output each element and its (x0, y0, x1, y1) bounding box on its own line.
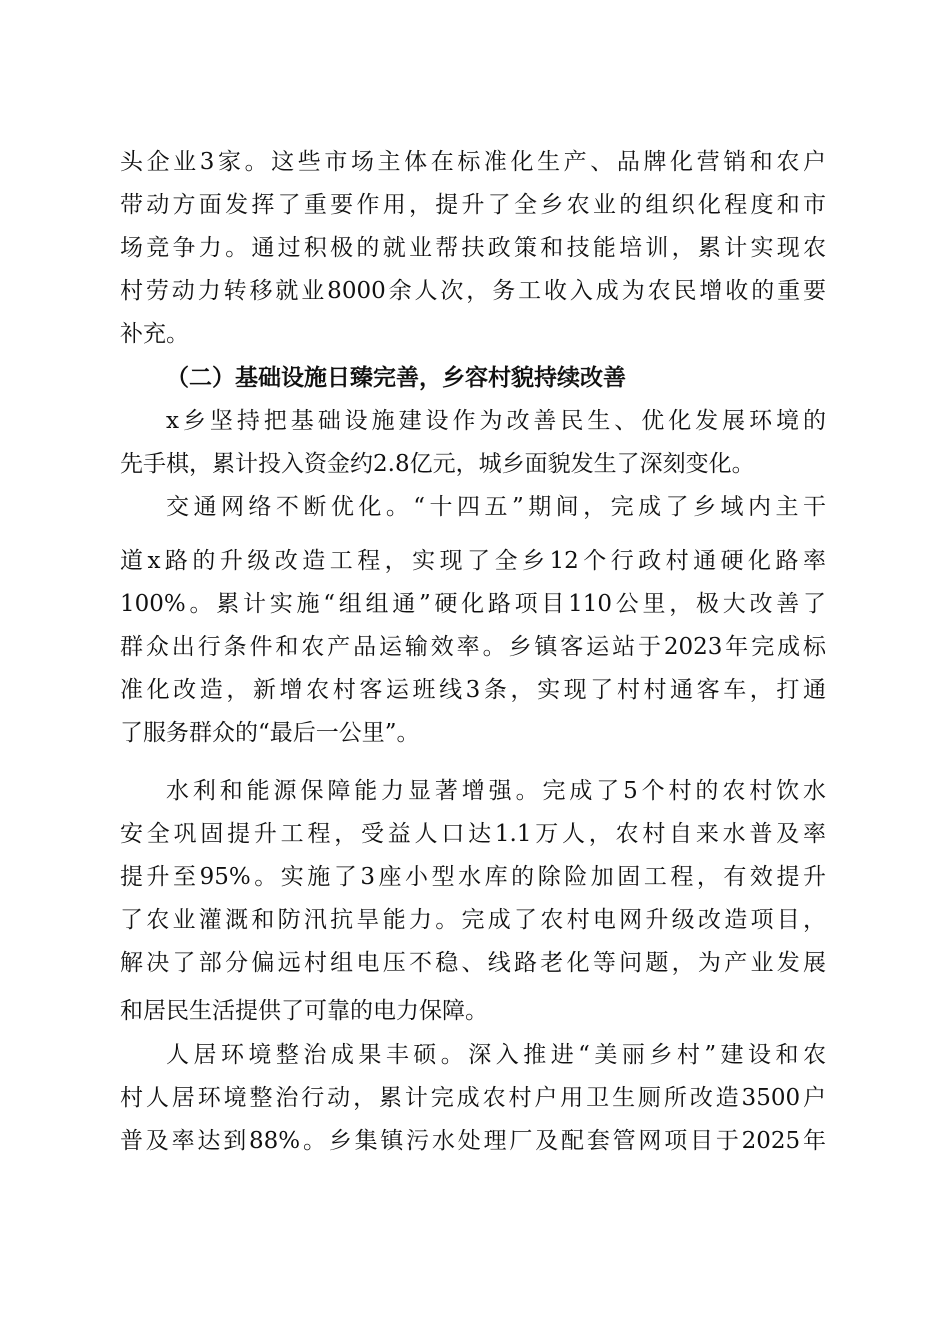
paragraph-line: 和居民生活提供了可靠的电力保障。 (120, 998, 488, 1024)
paragraph-first-line: x乡坚持把基础设施建设作为改善民生、优化发展环境的 (166, 408, 826, 434)
paragraph-line: 准化改造，新增农村客运班线3条，实现了村村通客车，打通 (120, 677, 826, 703)
paragraph-first-line: 水利和能源保障能力显著增强。完成了5个村的农村饮水 (166, 778, 826, 804)
paragraph-line: 头企业3家。这些市场主体在标准化生产、品牌化营销和农户 (120, 149, 826, 175)
paragraph-line: 普及率达到88%。乡集镇污水处理厂及配套管网项目于2025年 (120, 1128, 826, 1154)
paragraph-line: 了服务群众的“最后一公里”。 (120, 720, 420, 746)
paragraph-line: 群众出行条件和农产品运输效率。乡镇客运站于2023年完成标 (120, 634, 826, 660)
paragraph-first-line: 交通网络不断优化。“十四五”期间，完成了乡域内主干 (166, 494, 826, 520)
paragraph-line: 提升至95%。实施了3座小型水库的除险加固工程，有效提升 (120, 864, 826, 890)
paragraph-line: 村人居环境整治行动，累计完成农村户用卫生厕所改造3500户 (120, 1085, 826, 1111)
paragraph-line: 村劳动力转移就业8000余人次，务工收入成为农民增收的重要 (120, 278, 826, 304)
paragraph-first-line: 人居环境整治成果丰硕。深入推进“美丽乡村”建设和农 (166, 1042, 826, 1068)
paragraph-line: 场竞争力。通过积极的就业帮扶政策和技能培训，累计实现农 (120, 235, 826, 261)
paragraph-line: 道x路的升级改造工程，实现了全乡12个行政村通硬化路率 (120, 548, 826, 574)
paragraph-line: 带动方面发挥了重要作用，提升了全乡农业的组织化程度和市 (120, 192, 826, 218)
paragraph-line: 了农业灌溉和防汛抗旱能力。完成了农村电网升级改造项目， (120, 907, 826, 933)
paragraph-line: 补充。 (120, 321, 189, 347)
section-heading: （二）基础设施日臻完善，乡容村貌持续改善 (166, 364, 626, 391)
paragraph-line: 解决了部分偏远村组电压不稳、线路老化等问题，为产业发展 (120, 950, 826, 976)
paragraph-line: 100%。累计实施“组组通”硬化路项目110公里，极大改善了 (120, 591, 826, 617)
paragraph-line: 先手棋，累计投入资金约2.8亿元，城乡面貌发生了深刻变化。 (120, 451, 755, 477)
paragraph-line: 安全巩固提升工程，受益人口达1.1万人，农村自来水普及率 (120, 821, 826, 847)
